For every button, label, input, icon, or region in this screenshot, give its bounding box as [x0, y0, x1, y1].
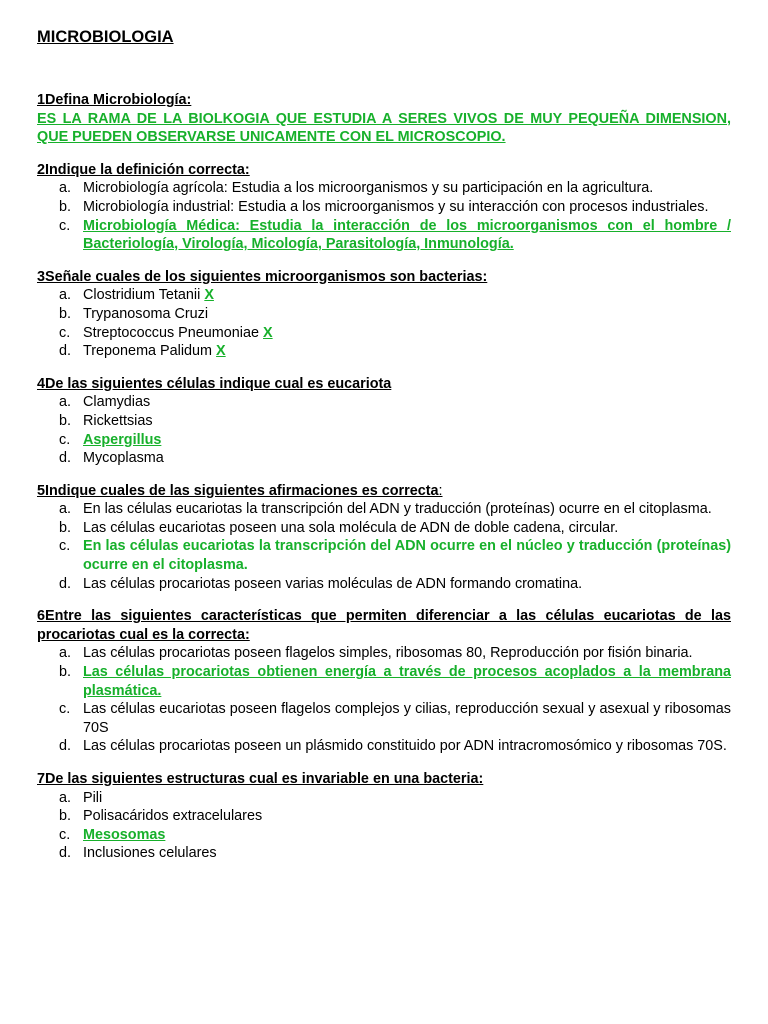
option-text: Las células procariotas poseen flagelos simples, ribosomas 80, Reproducción por fisión binaria.	[83, 645, 693, 662]
option-b	[37, 198, 731, 217]
correct-mark: X	[263, 324, 273, 341]
option-text: Rickettsias	[83, 412, 153, 429]
option-c	[37, 700, 731, 737]
option-marker: d.	[59, 343, 72, 360]
option-text: Las células procariotas obtienen energía a través de procesos acoplados a la membrana plasmática.	[83, 664, 731, 699]
option-text: Clostridium Tetanii	[83, 287, 201, 304]
question-2-prompt: 2Indique la definición correcta:	[37, 161, 250, 178]
question-5-options	[37, 500, 731, 593]
option-marker: a.	[59, 501, 72, 518]
option-c-correct	[37, 826, 731, 845]
correct-mark: X	[216, 343, 226, 360]
option-text: Las células procariotas poseen varias moléculas de ADN formando cromatina.	[83, 575, 583, 592]
option-text: Las células eucariotas poseen flagelos complejos y cilias, reproducción sexual y asexual y ribosomas 70S	[83, 701, 731, 736]
option-text: Streptococcus Pneumoniae	[83, 324, 259, 341]
question-3-prompt: 3Señale cuales de los siguientes microorganismos son bacterias:	[37, 268, 488, 285]
option-b-correct	[37, 663, 731, 700]
document-body	[37, 27, 731, 877]
option-c	[37, 324, 731, 343]
option-d	[37, 844, 731, 863]
question-7-prompt: 7De las siguientes estructuras cual es invariable en una bacteria:	[37, 771, 484, 787]
option-b	[37, 519, 731, 538]
question-2-options	[37, 179, 731, 253]
question-4-options	[37, 393, 731, 467]
correct-mark: X	[204, 287, 214, 304]
option-marker: d.	[59, 450, 72, 467]
option-text: Aspergillus	[83, 431, 162, 448]
question-2	[37, 161, 731, 254]
option-marker: c.	[59, 324, 71, 341]
option-text: Las células eucariotas poseen una sola molécula de ADN de doble cadena, circular.	[83, 519, 619, 536]
option-text: Mesosomas	[83, 826, 166, 843]
option-text: Microbiología agrícola: Estudia a los microorganismos y su participación en la agricultura.	[83, 180, 654, 197]
question-5-prompt	[37, 482, 731, 501]
option-a	[37, 286, 731, 305]
question-6-prompt: 6Entre las siguientes características que permiten diferenciar a las células eucariotas de las procariotas cual es la correcta:	[37, 608, 731, 643]
option-marker: c.	[59, 826, 71, 843]
question-4-prompt: 4De las siguientes células indique cual es eucariota	[37, 375, 392, 392]
page-title: MICROBIOLOGIA	[37, 28, 174, 46]
option-c-correct	[37, 217, 731, 254]
option-marker: a.	[59, 394, 72, 411]
option-d	[37, 342, 731, 361]
question-3-options	[37, 286, 731, 360]
option-marker: b.	[59, 664, 72, 681]
option-text: Microbiología Médica: Estudia la interacción de los microorganismos con el hombre / Bacteriología, Virología, Micología, Parasitología, Inmunología.	[83, 217, 731, 253]
option-marker: b.	[59, 412, 72, 429]
option-marker: d.	[59, 845, 72, 862]
option-a	[37, 644, 731, 663]
option-a	[37, 179, 731, 198]
option-marker: b.	[59, 305, 72, 322]
question-5-prompt-text: 5Indique cuales de las siguientes afirmaciones es correcta	[37, 482, 439, 499]
question-7	[37, 770, 731, 863]
option-d	[37, 737, 731, 756]
option-text: Trypanosoma Cruzi	[83, 305, 209, 322]
option-a	[37, 500, 731, 519]
option-marker: c.	[59, 701, 71, 718]
option-marker: d.	[59, 575, 72, 592]
option-d	[37, 449, 731, 468]
question-3	[37, 268, 731, 361]
option-c-correct	[37, 537, 731, 574]
option-text: Treponema Palidum	[83, 343, 213, 360]
option-text: Pili	[83, 789, 103, 806]
option-b	[37, 807, 731, 826]
question-4	[37, 375, 731, 468]
option-marker: a.	[59, 287, 72, 304]
option-a	[37, 393, 731, 412]
question-7-options	[37, 789, 731, 863]
question-1-prompt: 1Defina Microbiología:	[37, 92, 192, 108]
question-5	[37, 482, 731, 594]
option-text: Inclusiones celulares	[83, 845, 217, 862]
option-b	[37, 305, 731, 324]
option-marker: a.	[59, 789, 72, 806]
option-marker: c.	[59, 217, 71, 234]
option-d	[37, 575, 731, 594]
option-marker: c.	[59, 431, 71, 448]
question-5-prompt-colon: :	[438, 482, 443, 499]
option-marker: d.	[59, 738, 72, 755]
question-6	[37, 607, 731, 756]
option-a	[37, 789, 731, 808]
option-b	[37, 412, 731, 431]
option-text: En las células eucariotas la transcripción del ADN y traducción (proteínas) ocurre en el citoplasma.	[83, 501, 712, 518]
option-text: Las células procariotas poseen un plásmido constituido por ADN intracromosómico y ribosomas 70S.	[83, 738, 727, 755]
option-text: Polisacáridos extracelulares	[83, 808, 263, 825]
option-text: En las células eucariotas la transcripción del ADN ocurre en el núcleo y traducción (proteínas) ocurre en el citoplasma.	[83, 538, 731, 574]
option-marker: b.	[59, 519, 72, 536]
option-text: Microbiología industrial: Estudia a los microorganismos y su interacción con procesos industriales.	[83, 198, 709, 215]
option-marker: a.	[59, 180, 72, 197]
question-1	[37, 91, 731, 147]
option-text: Clamydias	[83, 394, 151, 411]
question-6-options	[37, 644, 731, 756]
question-1-answer: ES LA RAMA DE LA BIOLKOGIA QUE ESTUDIA A SERES VIVOS DE MUY PEQUEÑA DIMENSION, QUE PUEDEN OBSERVARSE UNICAMENTE CON EL MICROSCOPIO.	[37, 110, 731, 146]
option-c-correct	[37, 431, 731, 450]
option-marker: a.	[59, 645, 72, 662]
option-marker: b.	[59, 808, 72, 825]
option-marker: c.	[59, 538, 71, 555]
option-text: Mycoplasma	[83, 450, 164, 467]
option-marker: b.	[59, 198, 72, 215]
